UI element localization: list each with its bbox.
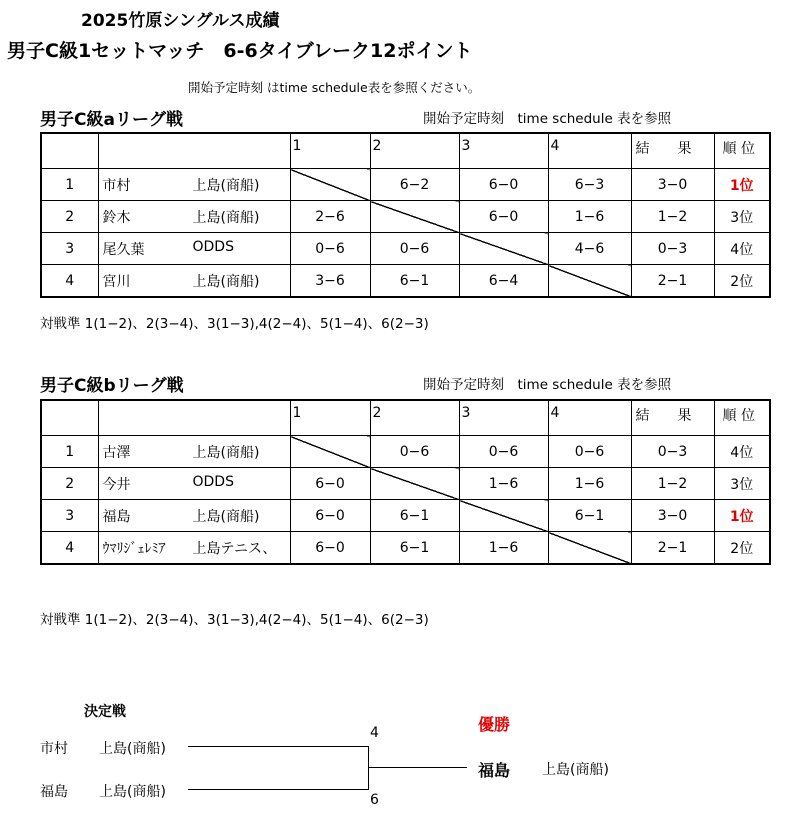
table-row (41, 468, 770, 500)
score-cell: 0−6 (290, 233, 370, 265)
result-cell: 2−1 (631, 532, 714, 565)
rank-cell: 4位 (714, 233, 770, 265)
score-cell (370, 201, 459, 233)
rank-cell: 3位 (714, 201, 770, 233)
table-row (41, 265, 770, 298)
player-club: 上島(商船) (192, 209, 260, 226)
score-cell: 6−1 (370, 532, 459, 565)
table-row (41, 500, 770, 532)
final-player2-score: 6 (370, 792, 379, 808)
bracket-line-top (188, 746, 369, 747)
header-cell: 4 (548, 133, 631, 169)
page-title: 2025竹原シングルス成績 (81, 11, 280, 31)
score-cell: 0−6 (370, 233, 459, 265)
header-cell: 1 (290, 133, 370, 169)
header-cell: 2 (370, 133, 459, 169)
row-number: 1 (41, 169, 98, 201)
result-cell: 1−2 (631, 201, 714, 233)
score-cell: 0−6 (370, 436, 459, 468)
header-cell (98, 400, 290, 436)
league-b-table (40, 399, 771, 565)
table-row (41, 233, 770, 265)
player-club: 上島(商船) (192, 273, 260, 290)
header-cell: 2 (370, 400, 459, 436)
final-player2-name: 福島 (40, 784, 68, 800)
header-cell: 1 (290, 400, 370, 436)
score-cell: 1−6 (548, 201, 631, 233)
player-club: 上島(商船) (192, 508, 260, 525)
score-cell (290, 169, 370, 201)
league-a-start-note: 開始予定時刻 time schedule 表を参照 (423, 111, 672, 127)
score-cell (548, 265, 631, 298)
table-header-row (41, 133, 770, 169)
player-name: 今井 (102, 476, 131, 493)
row-number: 2 (41, 468, 98, 500)
player-cell (98, 500, 290, 532)
player-name: 宮川 (102, 273, 131, 290)
row-number: 1 (41, 436, 98, 468)
header-cell: 結 果 (631, 400, 714, 436)
rank-cell: 2位 (714, 532, 770, 565)
result-cell: 0−3 (631, 436, 714, 468)
final-player2-club: 上島(商船) (99, 784, 166, 800)
player-cell (98, 169, 290, 201)
score-cell: 6−4 (459, 265, 548, 298)
score-cell: 2−6 (290, 201, 370, 233)
player-club: 上島(商船) (192, 444, 260, 461)
header-cell (98, 133, 290, 169)
table-row (41, 436, 770, 468)
row-number: 4 (41, 532, 98, 565)
player-cell (98, 468, 290, 500)
score-cell: 0−6 (548, 436, 631, 468)
score-cell: 6−1 (548, 500, 631, 532)
table-row (41, 201, 770, 233)
league-a-match-order: 対戦準 1(1−2)、2(3−4)、3(1−3),4(2−4)、5(1−4)、6(2−3) (40, 316, 429, 332)
score-cell (459, 233, 548, 265)
result-cell: 0−3 (631, 233, 714, 265)
player-cell (98, 201, 290, 233)
row-number: 3 (41, 500, 98, 532)
header-cell: 順 位 (714, 133, 770, 169)
player-name: ｳﾏﾘｼﾞｪﾚﾐｱ (102, 540, 166, 557)
header-cell: 結 果 (631, 133, 714, 169)
bracket-line-bottom (188, 789, 369, 790)
final-player1-score: 4 (370, 725, 379, 741)
result-cell: 3−0 (631, 169, 714, 201)
header-cell (41, 133, 98, 169)
result-cell: 3−0 (631, 500, 714, 532)
schedule-note: 開始予定時刻 はtime schedule表を参照ください。 (188, 80, 481, 95)
table-header-row (41, 400, 770, 436)
champion-label: 優勝 (478, 715, 511, 734)
row-number: 3 (41, 233, 98, 265)
header-cell (41, 400, 98, 436)
rank-cell: 2位 (714, 265, 770, 298)
league-a-title: 男子C級aリーグ戦 (40, 110, 183, 130)
score-cell: 3−6 (290, 265, 370, 298)
player-club: ODDS (192, 238, 234, 255)
player-club: 上島(商船) (192, 177, 260, 194)
score-cell: 4−6 (548, 233, 631, 265)
score-cell: 6−0 (459, 201, 548, 233)
score-cell: 6−1 (370, 500, 459, 532)
final-player1-name: 市村 (40, 741, 68, 757)
rank-cell: 1位 (714, 500, 770, 532)
score-cell: 6−0 (459, 169, 548, 201)
league-b-start-note: 開始予定時刻 time schedule 表を参照 (423, 377, 672, 393)
score-cell: 0−6 (459, 436, 548, 468)
score-cell: 1−6 (459, 532, 548, 565)
score-cell: 6−2 (370, 169, 459, 201)
score-cell: 1−6 (548, 468, 631, 500)
league-a-table (40, 132, 771, 298)
league-b-title: 男子C級bリーグ戦 (40, 376, 184, 396)
bracket-line-vertical (368, 746, 369, 790)
score-cell (459, 500, 548, 532)
player-name: 市村 (102, 177, 131, 194)
rank-cell: 3位 (714, 468, 770, 500)
score-cell: 6−0 (290, 500, 370, 532)
header-cell: 4 (548, 400, 631, 436)
player-name: 古澤 (102, 444, 131, 461)
player-name: 鈴木 (102, 209, 131, 226)
score-cell: 6−3 (548, 169, 631, 201)
score-cell (290, 436, 370, 468)
row-number: 4 (41, 265, 98, 298)
result-cell: 2−1 (631, 265, 714, 298)
header-cell: 3 (459, 133, 548, 169)
result-cell: 1−2 (631, 468, 714, 500)
score-cell: 6−1 (370, 265, 459, 298)
player-cell (98, 532, 290, 565)
player-cell (98, 436, 290, 468)
rank-cell: 1位 (714, 169, 770, 201)
player-cell (98, 233, 290, 265)
score-cell: 1−6 (459, 468, 548, 500)
final-title: 決定戦 (84, 704, 126, 720)
table-row (41, 532, 770, 565)
champion-name: 福島 (478, 761, 511, 780)
player-club: ODDS (192, 473, 234, 490)
score-cell: 6−0 (290, 532, 370, 565)
page-subtitle: 男子C級1セットマッチ 6-6タイブレーク12ポイント (7, 40, 473, 62)
header-cell: 3 (459, 400, 548, 436)
score-cell (548, 532, 631, 565)
table-row (41, 169, 770, 201)
player-name: 福島 (102, 508, 131, 525)
rank-cell: 4位 (714, 436, 770, 468)
league-b-match-order: 対戦準 1(1−2)、2(3−4)、3(1−3),4(2−4)、5(1−4)、6(2−3) (40, 612, 429, 628)
final-player1-club: 上島(商船) (99, 741, 166, 757)
bracket-line-winner (368, 767, 467, 768)
player-cell (98, 265, 290, 298)
header-cell: 順 位 (714, 400, 770, 436)
player-name: 尾久葉 (102, 241, 145, 258)
score-cell (370, 468, 459, 500)
champion-club: 上島(商船) (542, 762, 609, 778)
player-club: 上島テニス、 (192, 540, 277, 557)
score-cell: 6−0 (290, 468, 370, 500)
row-number: 2 (41, 201, 98, 233)
